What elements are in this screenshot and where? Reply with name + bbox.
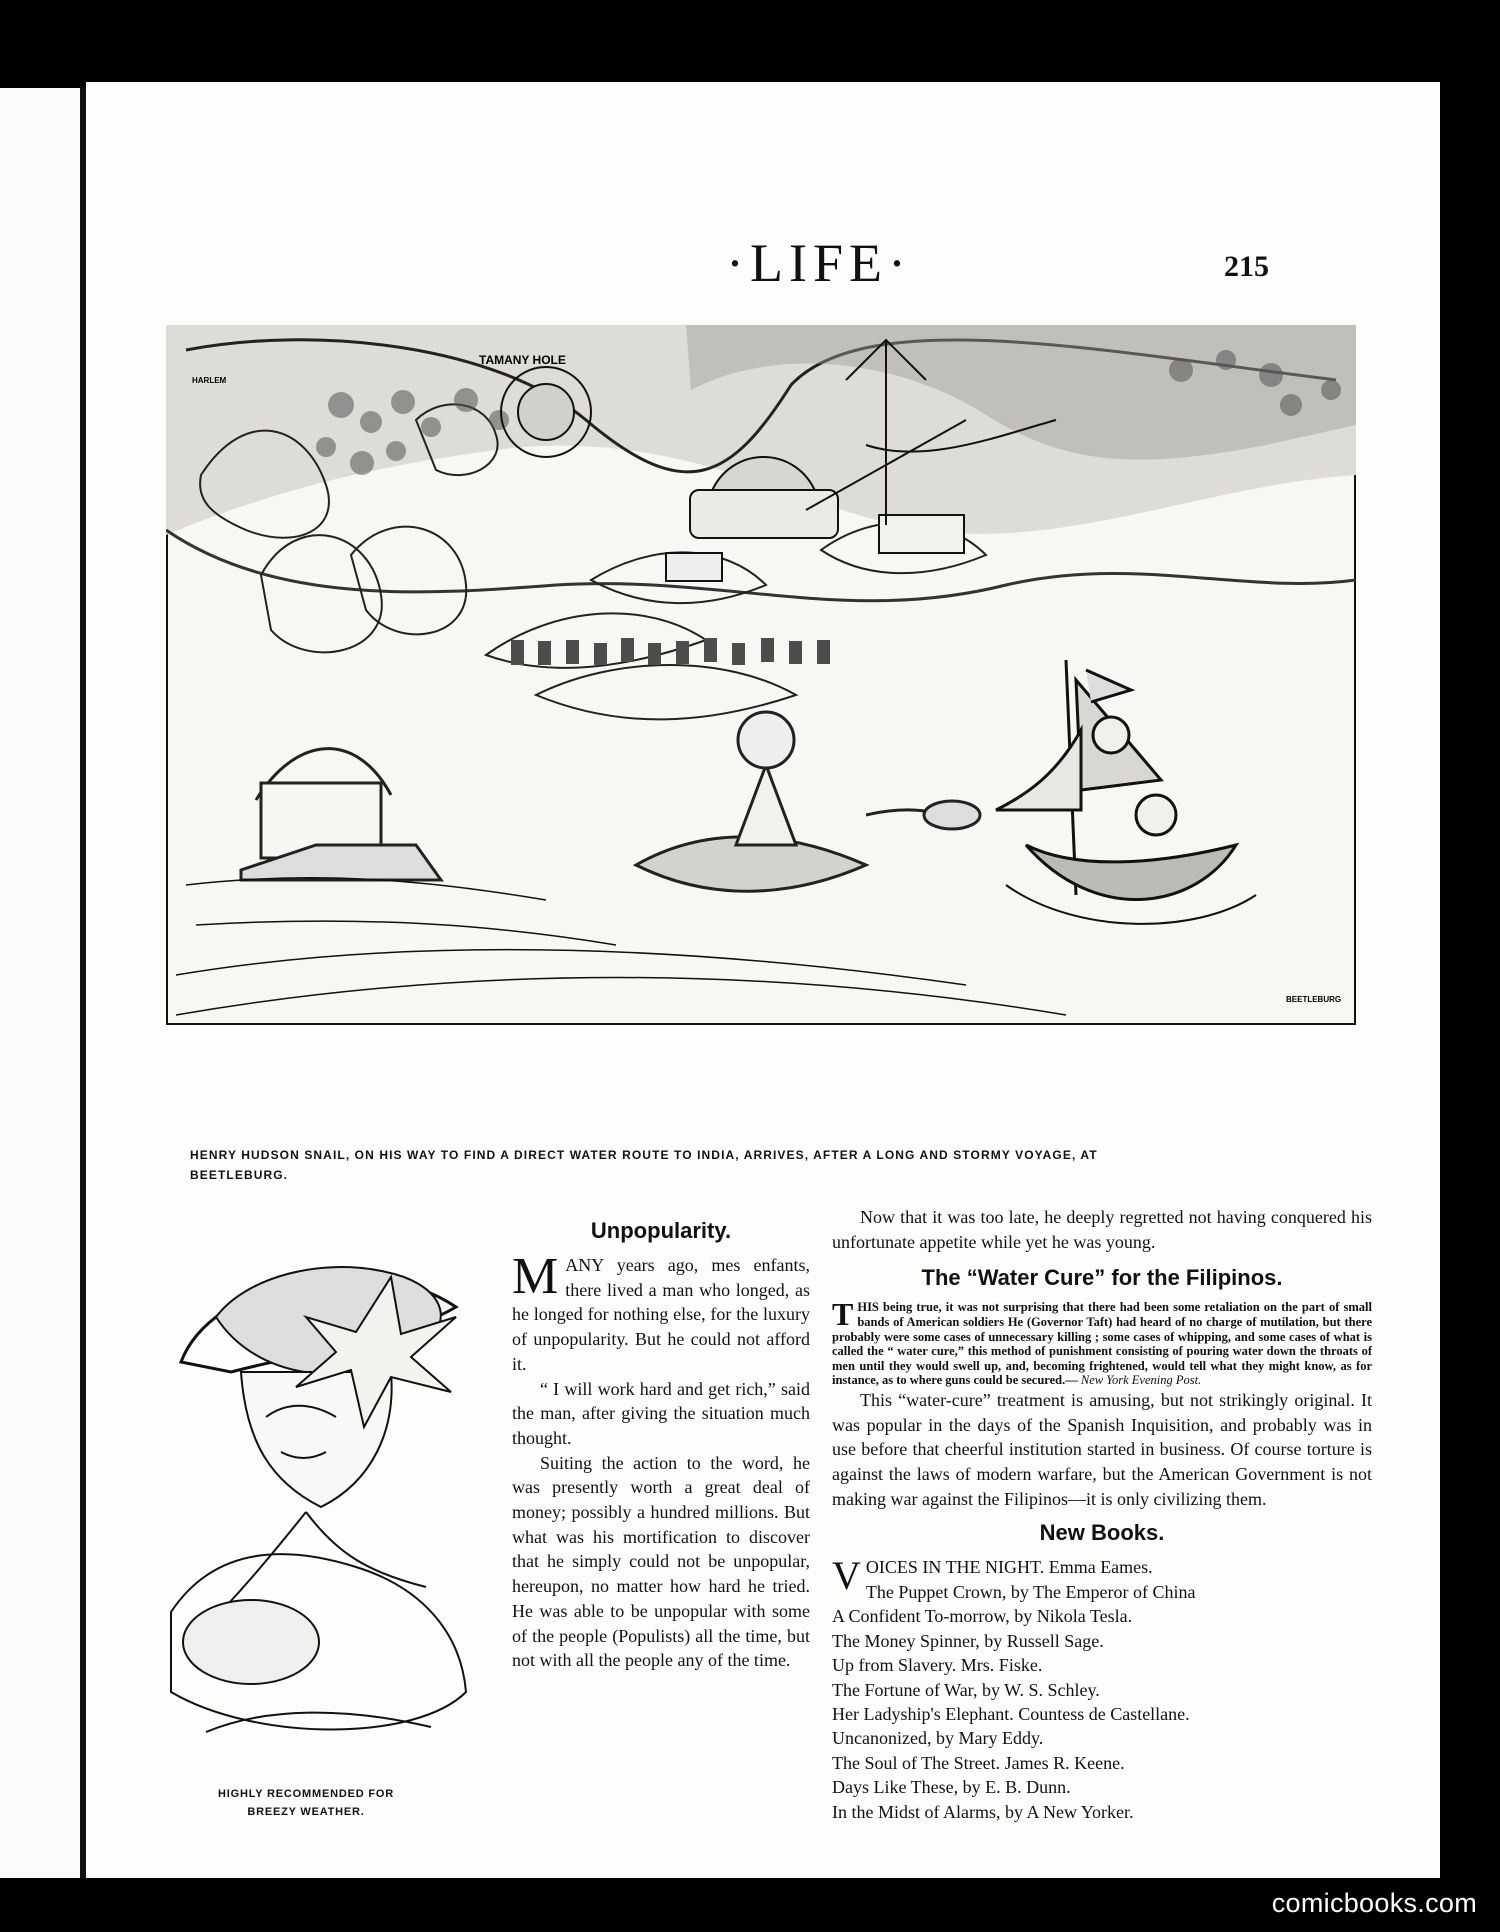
book-item: In the Midst of Alarms, by A New Yorker. xyxy=(832,1801,1134,1822)
book-item: Uncanonized, by Mary Eddy. xyxy=(832,1728,1044,1749)
book-item: The Money Spinner, by Russell Sage. xyxy=(832,1630,1104,1651)
water-cure-source: New York Evening Post. xyxy=(1080,1373,1202,1388)
water-cure-quote-text: HIS being true, it was not surprising that there had been some retaliation on the part of small bands of American soldiers He (Governor Taft) had heard of no charge of mutilation, but there probably were some cases of unnecessary killing ; some cases of whipping, and some cases of what is called the “ water cure,” this method of punishment consisting of pouring water down the throats of men until they would swell up, and, becoming frightened, would tell what they might know, as for instance, as to where guns could be secured.— xyxy=(832,1300,1372,1388)
book-item: The Fortune of War, by W. S. Schley. xyxy=(832,1679,1100,1700)
dropcap-m: M xyxy=(512,1248,559,1305)
unpopularity-paragraph-2: “ I will work hard and get rich,” said the man, after giving the situation much thought. xyxy=(512,1378,810,1448)
sign-beetleburg: BEETLEBURG xyxy=(1286,995,1342,1004)
masthead-title: ·LIFE· xyxy=(726,233,912,293)
water-cure-headline: The “Water Cure” for the Filipinos. xyxy=(921,1265,1283,1291)
illustration-caption: HENRY HUDSON SNAIL, ON HIS WAY TO FIND A DIRECT WATER ROUTE TO INDIA, ARRIVES, AFTER A LONG AND STORMY VOYAGE, AT BEETLEBURG. xyxy=(190,1148,1098,1182)
new-books-headline: New Books. xyxy=(1039,1520,1165,1546)
cartoon-illustration xyxy=(166,325,1356,1025)
book-item: Up from Slavery. Mrs. Fiske. xyxy=(832,1655,1043,1676)
dropcap-v: V xyxy=(832,1553,861,1599)
fashion-illustration xyxy=(146,1222,506,1782)
magazine-page xyxy=(86,82,1440,1878)
woman-with-hat xyxy=(146,1222,506,1782)
water-cure-comment: This “water-cure” treatment is amusing, but not strikingly original. It was popular in the days of the Spanish Inquisition, and probably was in use before that cheerful institution started in business. Of course torture is against the laws of modern warfare, but the American Government is not making war against the Filipinos—it is only civilizing them. xyxy=(832,1389,1372,1509)
book-item: A Confident To-morrow, by Nikola Tesla. xyxy=(832,1606,1133,1627)
unpopularity-paragraph-3: Suiting the action to the word, he was presently worth a great deal of money; possibly a hundred millions. But what was his mortification to discover that he simply could not be unpopular, hereupon, no matter how hard he tried. He was able to be unpopular with some of the people (Populists) all the time, but not with all the people any of the time. xyxy=(512,1452,810,1671)
book-item: Her Ladyship's Elephant. Countess de Castellane. xyxy=(832,1703,1190,1724)
book-item: Days Like These, by E. B. Dunn. xyxy=(832,1777,1071,1798)
unpopularity-text-1: ANY years ago, mes enfants, there lived a man who longed, as he longed for nothing else, for the luxury of unpopularity. But he could not afford it. xyxy=(512,1255,810,1374)
fashion-caption: HIGHLY RECOMMENDED FOR BREEZY WEATHER. xyxy=(218,1788,394,1818)
facing-page-edge xyxy=(0,88,86,1878)
dropcap-t: T xyxy=(832,1296,854,1333)
water-cure-quote xyxy=(832,1296,1372,1388)
right-column xyxy=(832,1205,1372,1824)
unpopularity-headline: Unpopularity. xyxy=(590,1218,732,1243)
unpopularity-paragraph-4: Now that it was too late, he deeply regretted not having conquered his unfortunate appetite while yet he was young. xyxy=(832,1207,1372,1252)
sign-tammany: TAMANY HOLE xyxy=(479,353,566,367)
beetleburg-cartoon xyxy=(166,325,1356,1025)
page-number: 215 xyxy=(1224,250,1269,283)
new-books-list xyxy=(832,1555,1372,1823)
sign-harlem: HARLEM xyxy=(192,376,227,385)
book-item: The Puppet Crown, by The Emperor of China xyxy=(865,1581,1196,1602)
unpopularity-column xyxy=(512,1217,810,1673)
book-title-1: OICES IN THE NIGHT. Emma Eames. xyxy=(865,1557,1153,1578)
site-watermark: comicbooks.com xyxy=(1271,1888,1477,1918)
unpopularity-paragraph-1 xyxy=(512,1248,810,1377)
book-item: The Soul of The Street. James R. Keene. xyxy=(832,1752,1125,1773)
